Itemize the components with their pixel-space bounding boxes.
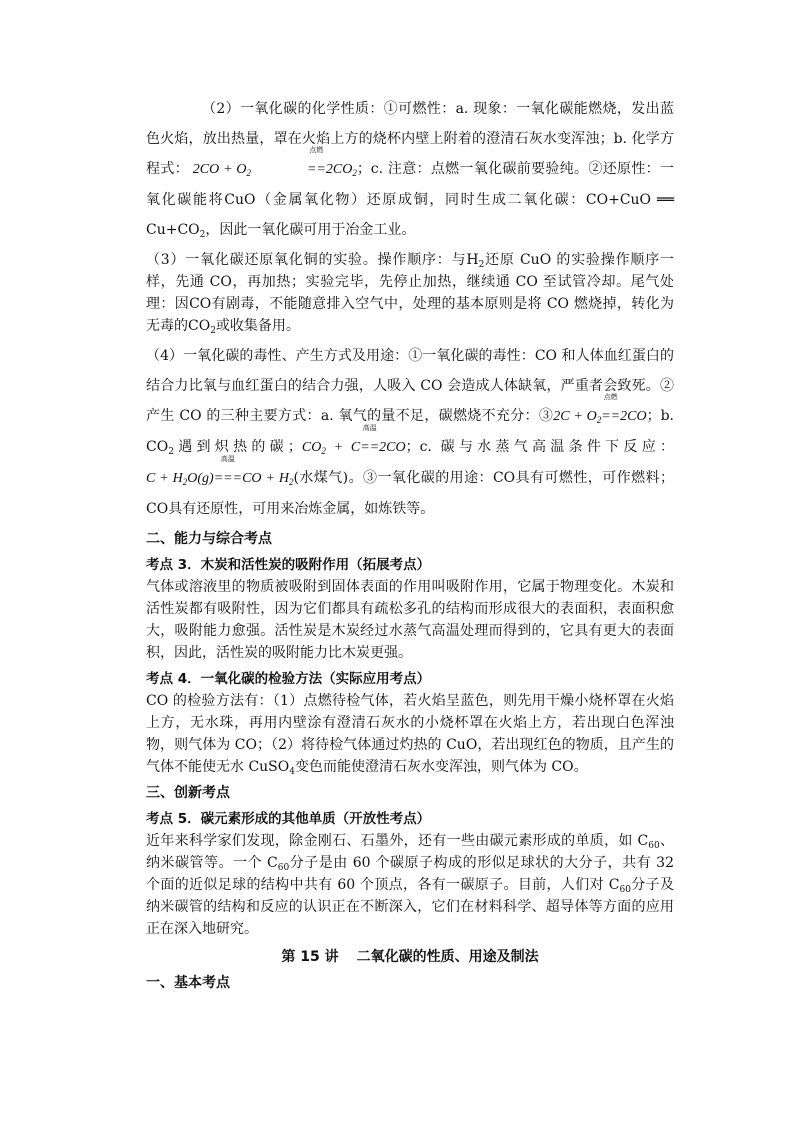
equation-co-combustion: $2CO + O_2$ 点燃 $==2CO_2$ <box>192 146 357 178</box>
lecture-title: 第 15 讲 二氧化碳的性质、用途及制法 <box>281 949 539 965</box>
paragraph-co-toxicity-production-uses: （4）一氧化碳的毒性、产生方式及用途：①一氧化碳的毒性：CO 和人体血红蛋白的结合力比氧与血红蛋白的结合力强，人吸入 CO 会造成人体缺氧，严重者会致死。②产生 CO 的三种主要方式：a. 氧气的量不足，碳燃烧不充分：③2C + $O_2$ 点燃 ==2CO；b. $CO_2$遇到炽热的碳；$CO_2 + C$ 高温 ==2CO；c. 碳与水蒸气高温条件下反应：$C + H_2O(g)$ 高温 $===CO + H_2$(水煤气)。③一氧化碳的用途：CO具有可燃性，可作燃料；CO具有还原性，可用来冶炼金属，如炼铁等。 <box>146 348 674 517</box>
kaodian-4-heading: 考点 4．一氧化碳的检验方法（实际应用考点） <box>146 671 431 687</box>
paragraph-co-chemical-properties: （2）一氧化碳的化学性质：①可燃性：a. 现象：一氧化碳能燃烧，发出蓝色火焰，放出热量，罩在火焰上方的烧杯内壁上附着的澄清石灰水变浑浊；b. 化学方程式： $2CO + O_2$ 点燃 $==2CO_2$；c. 注意：点燃一氧化碳前要验纯。②还原性：一氧化碳能将CuO（金属氧化物）还原成铜，同时生成二氧化碳：CO+CuO ══ $Cu+CO_2$，因此一氧化碳可用于冶金工业。 <box>146 101 674 240</box>
document-page <box>146 94 674 994</box>
section-heading-basic: 一、基本考点 <box>146 975 230 991</box>
paragraph-co-detection: CO 的检验方法有：（1）点燃待检气体，若火焰呈蓝色，则先用干燥小烧杯罩在火焰上方，无水珠，再用内壁涂有澄清石灰水的小烧杯罩在火焰上方，若出现白色浑浊物，则气体为 CO；（2）将待检气体通过灼热的 CuO，若出现红色的物质，且产生的气体不能使无水 CuSO$_4$变色而能使澄清石灰水变浑浊，则气体为 CO。 <box>146 693 674 777</box>
section-heading-ability: 二、能力与综合考点 <box>146 531 272 547</box>
paragraph-co-reduce-cuo-experiment: （3）一氧化碳还原氧化铜的实验。操作顺序：与$H_2$还原 CuO 的实验操作顺序一样，先通 CO，再加热；实验完毕，先停止加热，继续通 CO 至试管冷却。尾气处理：因CO有剧毒，不能随意排入空气中，处理的基本原则是将 CO 燃烧掉，转化为无毒的$CO_2$或收集备用。 <box>146 252 674 336</box>
paragraph-carbon-allotropes: 近年来科学家们发现，除金刚石、石墨外，还有一些由碳元素形成的单质，如 $C_{60}$、纳米碳管等。一个 $C_{60}$分子是由 60 个碳原子构成的形似足球状的大分子，共有 32 个面的近似足球的结构中共有 60 个顶点，各有一碳原子。目前，人们对 $C_{60}$分子及纳米碳管的结构和反应的认识正在不断深入，它们在材料科学、超导体等方面的应用正在深入地研究。 <box>146 833 674 937</box>
equation-incomplete-combustion: $2C + O_2$ 点燃 ==2CO <box>553 393 647 425</box>
kaodian-5-heading: 考点 5．碳元素形成的其他单质（开放性考点） <box>146 811 431 827</box>
equation-co2-hot-carbon: $CO_2 + C$ 高温 ==2CO <box>301 424 406 456</box>
section-heading-innovation: 三、创新考点 <box>146 785 230 801</box>
equation-water-gas: $C + H_2O(g)$ 高温 $===CO + H_2$ <box>146 455 294 487</box>
kaodian-3-heading: 考点 3．木炭和活性炭的吸附作用（拓展考点） <box>146 557 431 573</box>
paragraph-adsorption: 气体或溶液里的物质被吸附到固体表面的作用叫吸附作用，它属于物理变化。木炭和活性炭都有吸附性，因为它们都具有疏松多孔的结构而形成很大的表面积，表面积愈大，吸附能力愈强。活性炭是木炭经过水蒸气高温处理而得到的，它具有更大的表面积，因此，活性炭的吸附能力比木炭更强。 <box>146 579 674 661</box>
